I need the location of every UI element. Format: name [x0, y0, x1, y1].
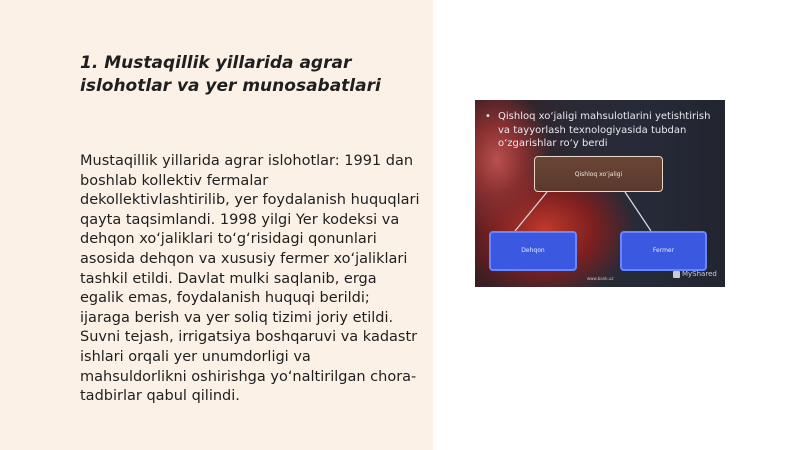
- connector-right: [625, 192, 651, 231]
- watermark-text: MyShared: [682, 270, 717, 278]
- diagram-node-left: Dehqon: [489, 231, 577, 271]
- watermark-logo-icon: [673, 271, 680, 278]
- slide-body-text: Mustaqillik yillarida agrar islohotlar: 1991 dan boshlab kollektiv fermalar dekollektivlashtirilib, yer foydalanish huquqlari qayta taqsimlandi. 1998 yilgi Yer kodeksi va dehqon xo‘jaliklari to‘g‘risidagi qonunlari asosida dehqon va xususiy fermer xo‘jaliklari tashkil etildi. Davlat mulki saqlanib, erga egalik emas, foydalanish huquqi berildi; ijaraga berish va yer soliq tizimi joriy etildi. Suvni tejash, irrigatsiya boshqaruvi va kadastr ishlari orqali yer unumdorligi va mahsuldorlikni oshirishga yo‘naltirilgan chora-tadbirlar qabul qilindi.: [80, 153, 420, 405]
- connector-left: [515, 192, 547, 231]
- watermark: [673, 270, 717, 278]
- embedded-slide-image: [475, 100, 725, 287]
- image-bullet-text: Qishloq xo‘jaligi mahsulotlarini yetishtirish va tayyorlash texnologiyasida tubdan o‘zgarishlar ro‘y berdi: [498, 111, 711, 149]
- slide-title: 1. Mustaqillik yillarida agrar islohotlar va yer munosabatlari: [80, 53, 381, 96]
- diagram-node-right: Fermer: [620, 231, 707, 271]
- diagram-root-node: Qishloq xo‘jaligi: [534, 156, 663, 192]
- image-caption: www.bank.uz: [587, 276, 614, 281]
- bullet-dot: •: [485, 111, 491, 122]
